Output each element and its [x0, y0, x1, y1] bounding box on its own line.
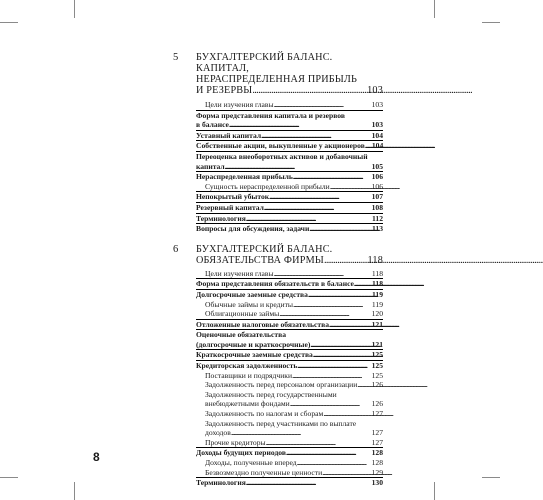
chapter-title-line: БУХГАЛТЕРСКИЙ БАЛАНС.	[196, 243, 333, 255]
crop-mark	[434, 0, 435, 18]
chapter-title-line: БУХГАЛТЕРСКИЙ БАЛАНС. КАПИТАЛ,	[196, 52, 333, 74]
toc-entry[interactable]: Поставщики и подрядчики . . . 125	[205, 371, 383, 381]
toc-entry[interactable]: Долгосрочные заемные средства . . . 119	[196, 289, 383, 300]
toc-entry[interactable]: Терминология . . . 130	[196, 477, 383, 488]
toc-entry[interactable]: Задолженность по налогам и сборам . . . 127	[205, 409, 383, 419]
leader-dots	[324, 255, 367, 266]
chapter-title[interactable]	[196, 244, 383, 266]
toc-entry[interactable]: Сущность нераспределенной прибыли . . . 106	[205, 182, 383, 192]
toc-entry[interactable]: Оценочные обязательства (долгосрочные и краткосрочные) . . . 121	[196, 329, 383, 349]
toc-entry[interactable]: Кредиторская задолженность . . . 125	[196, 360, 383, 371]
page-number: 8	[93, 450, 100, 464]
toc-entry[interactable]: Нераспределенная прибыль . . . 106	[196, 171, 383, 182]
toc-entry[interactable]: Цели изучения главы . . . 103	[205, 100, 383, 110]
leader-dots	[252, 85, 366, 96]
toc-entry[interactable]: Уставный капитал . . . 104	[196, 130, 383, 141]
crop-mark	[434, 482, 435, 500]
toc-entry[interactable]: Резервный капитал . . . 108	[196, 202, 383, 213]
crop-mark	[482, 477, 500, 478]
toc-entry[interactable]: Задолженность перед участниками по выплате доходов . . . 127	[205, 419, 383, 438]
page-ref: 103	[367, 85, 383, 96]
toc-entry[interactable]: Прочие кредиторы . . . 127	[205, 438, 383, 448]
toc-entry[interactable]: Облигационные займы . . . 120	[205, 309, 383, 319]
toc-entry[interactable]: Доходы будущих периодов . . . 128	[196, 447, 383, 458]
toc-entry[interactable]: Краткосрочные заемные средства . . . 125	[196, 349, 383, 360]
page-ref: 118	[367, 254, 383, 266]
toc-entry[interactable]: Доходы, полученные вперед . . . 128	[205, 458, 383, 468]
table-of-contents	[175, 52, 383, 488]
toc-entry[interactable]: Безвозмездно полученные ценности . . . 129	[205, 468, 383, 478]
toc-entry[interactable]: Собственные акции, выкупленные у акционеров . . . 104	[196, 140, 383, 151]
toc-entry[interactable]: Терминология . . . 112	[196, 213, 383, 224]
chapter-number: 6	[173, 243, 179, 255]
chapter-title-line: И РЕЗЕРВЫ	[196, 85, 253, 96]
crop-mark	[74, 482, 75, 500]
toc-entry[interactable]: Отложенные налоговые обязательства . . . 121	[196, 319, 383, 330]
toc-entry[interactable]: Обычные займы и кредиты . . . 119	[205, 300, 383, 310]
toc-entry[interactable]: Переоценка внеоборотных активов и добавочный капитал . . . 105	[196, 151, 383, 171]
toc-entry[interactable]: Форма представления обязательств в балансе . . . 118	[196, 278, 383, 289]
chapter-title-line: НЕРАСПРЕДЕЛЕННАЯ ПРИБЫЛЬ	[196, 74, 358, 85]
crop-mark	[74, 0, 75, 18]
crop-mark	[0, 22, 18, 23]
chapter-6	[175, 244, 383, 488]
crop-mark	[0, 477, 18, 478]
chapter-title-line: ОБЯЗАТЕЛЬСТВА ФИРМЫ	[196, 254, 324, 266]
toc-entry[interactable]: Вопросы для обсуждения, задачи . . . 113	[196, 223, 383, 234]
toc-entry[interactable]: Задолженность перед персоналом организации . . . 126	[205, 380, 383, 390]
chapter-title[interactable]	[196, 52, 383, 96]
chapter-5	[175, 52, 383, 234]
toc-entry[interactable]: Непокрытый убыток . . . 107	[196, 191, 383, 202]
toc-entry[interactable]: Цели изучения главы . . . 118	[205, 269, 383, 279]
toc-entry[interactable]: Задолженность перед государственными внебюджетными фондами . . . 126	[205, 390, 383, 409]
chapter-number: 5	[173, 52, 179, 63]
toc-entry[interactable]: Форма представления капитала и резервов в балансе . . . 103	[196, 110, 383, 130]
crop-mark	[482, 22, 500, 23]
